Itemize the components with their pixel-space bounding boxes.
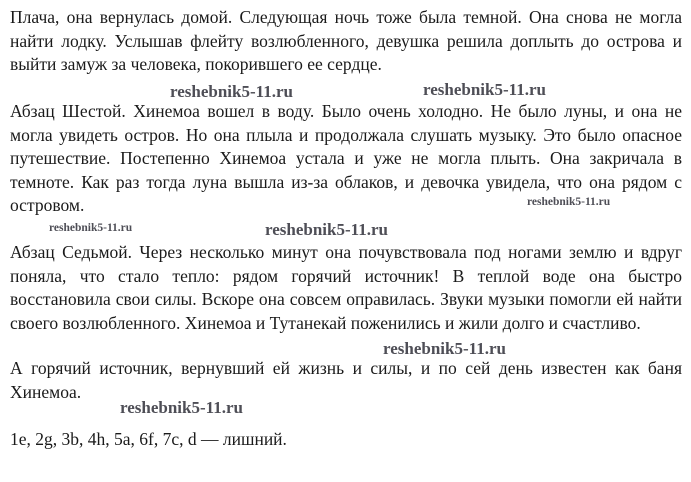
watermark: reshebnik5-11.ru [423, 80, 546, 99]
watermark: reshebnik5-11.ru [265, 220, 388, 239]
watermark: reshebnik5-11.ru [383, 339, 506, 358]
watermark: reshebnik5-11.ru [120, 398, 243, 417]
paragraph-6: Абзац Шестой. Хинемоа вошел в воду. Было очень холодно. Не было луны, и она не могла увидеть остров. Но она плыла и продолжала слушать музыку. Это было опасное путешествие. Постепенно Хинемоа устала и уже не могла плыть. Она закричала в темноте. Как раз тогда луна вышла из-за облаков, и девочка увидела, что она рядом с островом. [10, 101, 682, 215]
paragraph-1: Плача, она вернулась домой. Следующая ночь тоже была темной. Она снова не могла найти лодку. Услышав флейту возлюбленного, девушка решила доплыть до острова и выйти замуж за человека, покорившего ее сердце. [10, 7, 682, 74]
paragraph-closing: А горячий источник, вернувший ей жизнь и силы, и по сей день известен как баня Хинемоа. [10, 358, 682, 402]
answer-key: 1e, 2g, 3b, 4h, 5a, 6f, 7c, d — лишний. [10, 429, 287, 449]
watermark: reshebnik5-11.ru [170, 82, 293, 101]
paragraph-7: Абзац Седьмой. Через несколько минут она почувствовала под ногами землю и вдруг поняла, что стало тепло: рядом горячий источник! В теплой воде она быстро восстановила свои силы. Вскоре она совсем оправилась. Звуки музыки помогли ей найти своего возлюбленного. Хинемоа и Тутанекай поженились и жили долго и счастливо. [10, 242, 682, 333]
watermark: reshebnik5-11.ru [527, 196, 611, 208]
watermark: reshebnik5-11.ru [49, 222, 133, 234]
